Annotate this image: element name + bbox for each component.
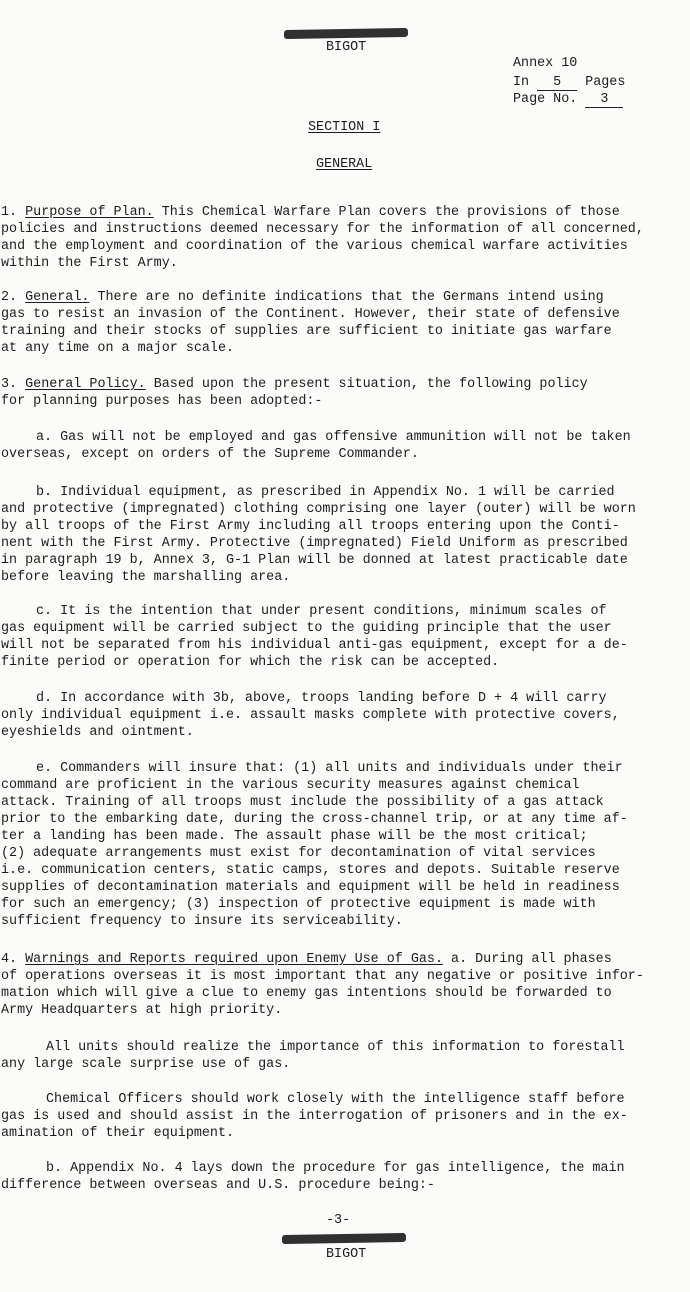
paragraph-3c-line: c. It is the intention that under present conditions, minimum scales of [36, 604, 607, 619]
paragraph-3a-line: overseas, except on orders of the Supreme Commander. [1, 447, 419, 462]
section-title: SECTION I [308, 120, 381, 135]
paragraph-2-line: gas to resist an invasion of the Continent. However, their state of defensive [1, 307, 620, 322]
paragraph-4-line: mation which will give a clue to enemy gas intentions should be forwarded to [1, 986, 612, 1001]
annex-page-no-label: Page No. [513, 92, 578, 107]
paragraph-3e-line: (2) adequate arrangements must exist for decontamination of vital services [1, 846, 596, 861]
paragraph-4-units-line: All units should realize the importance of this information to forestall [46, 1040, 625, 1055]
page-number: -3- [326, 1213, 351, 1228]
redaction-mark-bottom [282, 1233, 406, 1244]
paragraph-3c-line: will not be separated from his individual anti-gas equipment, except for a de- [1, 638, 628, 653]
paragraph-2-number: 2. [1, 290, 18, 305]
paragraph-3-line: Based upon the present situation, the following policy [153, 377, 588, 392]
paragraph-3e-line: i.e. communication centers, static camps, stores and depots. Suitable reserve [1, 863, 620, 878]
paragraph-4b-line: b. Appendix No. 4 lays down the procedure for gas intelligence, the main [46, 1161, 625, 1176]
redaction-mark-top [284, 28, 408, 39]
paragraph-4-line: a. During all phases [451, 952, 612, 967]
annex-in-value: 5 [537, 75, 577, 91]
annex-number: Annex 10 [513, 56, 578, 71]
paragraph-1-line: within the First Army. [1, 256, 178, 271]
paragraph-3d-line: only individual equipment i.e. assault masks complete with protective covers, [1, 708, 620, 723]
paragraph-1-line: and the employment and coordination of the various chemical warfare activities [1, 239, 628, 254]
paragraph-4-units-line: any large scale surprise use of gas. [1, 1057, 291, 1072]
paragraph-3e-line: attack. Training of all troops must include the possibility of a gas attack [1, 795, 604, 810]
paragraph-3b-line: by all troops of the First Army including all troops entering upon the Conti- [1, 519, 620, 534]
paragraph-3b-line: and protective (impregnated) clothing comprising one layer (outer) will be worn [1, 502, 636, 517]
paragraph-4b-line: difference between overseas and U.S. procedure being:- [1, 1178, 435, 1193]
paragraph-4-officers-line: Chemical Officers should work closely with the intelligence staff before [46, 1092, 625, 1107]
paragraph-3b-line: b. Individual equipment, as prescribed in Appendix No. 1 will be carried [36, 485, 615, 500]
paragraph-2-line: training and their stocks of supplies are sufficient to initiate gas warfare [1, 324, 612, 339]
paragraph-4-officers-line: gas is used and should assist in the interrogation of prisoners and in the ex- [1, 1109, 628, 1124]
paragraph-3e-line: e. Commanders will insure that: (1) all units and individuals under their [36, 761, 623, 776]
paragraph-3e-line: prior to the embarking date, during the cross-channel trip, or at any time af- [1, 812, 628, 827]
paragraph-3-heading: General Policy. [25, 377, 146, 392]
paragraph-1-line: This Chemical Warfare Plan covers the provisions of those [161, 205, 620, 220]
paragraph-2-line: at any time on a major scale. [1, 341, 235, 356]
paragraph-3-number: 3. [1, 377, 18, 392]
annex-page-no [513, 92, 623, 108]
paragraph-3a-line: a. Gas will not be employed and gas offensive ammunition will not be taken [36, 430, 631, 445]
annex-pages-label: Pages [585, 75, 626, 90]
paragraph-3c-line: gas equipment will be carried subject to the guiding principle that the user [1, 621, 612, 636]
paragraph-3b-line: in paragraph 19 b, Annex 3, G-1 Plan will be donned at latest practicable date [1, 553, 628, 568]
paragraph-4-heading: Warnings and Reports required upon Enemy Use of Gas. [25, 952, 443, 967]
paragraph-3-line: for planning purposes has been adopted:- [1, 394, 323, 409]
paragraph-3e-line: for such an emergency; (3) inspection of protective equipment is made with [1, 897, 596, 912]
classification-footer: BIGOT [326, 1247, 367, 1262]
paragraph-4-number: 4. [1, 952, 18, 967]
paragraph-1-heading: Purpose of Plan. [25, 205, 154, 220]
paragraph-4-line: Army Headquarters at high priority. [1, 1003, 283, 1018]
annex-page-no-value: 3 [585, 92, 623, 108]
paragraph-3b-line: before leaving the marshalling area. [1, 570, 291, 585]
paragraph-1-number: 1. [1, 205, 18, 220]
paragraph-3c-line: finite period or operation for which the risk can be accepted. [1, 655, 500, 670]
paragraph-3d-line: eyeshields and ointment. [1, 725, 194, 740]
section-subtitle: GENERAL [316, 157, 373, 172]
paragraph-3b-line: nent with the First Army. Protective (impregnated) Field Uniform as prescribed [1, 536, 628, 551]
paragraph-1-line: policies and instructions deemed necessary for the information of all concerned, [1, 222, 644, 237]
paragraph-2-line: There are no definite indications that the Germans intend using [97, 290, 604, 305]
annex-pages [513, 75, 625, 91]
paragraph-3e-line: ter a landing has been made. The assault phase will be the most critical; [1, 829, 588, 844]
paragraph-3d-line: d. In accordance with 3b, above, troops landing before D + 4 will carry [36, 691, 607, 706]
paragraph-4-line: of operations overseas it is most important that any negative or positive infor- [1, 969, 644, 984]
paragraph-3e-line: sufficient frequency to insure its serviceability. [1, 914, 403, 929]
paragraph-2-heading: General. [25, 290, 90, 305]
paragraph-3e-line: supplies of decontamination materials and equipment will be held in readiness [1, 880, 620, 895]
paragraph-3e-line: command are proficient in the various security measures against chemical [1, 778, 580, 793]
paragraph-4-officers-line: amination of their equipment. [1, 1126, 235, 1141]
classification-header: BIGOT [326, 40, 367, 55]
annex-in-label: In [513, 75, 530, 90]
